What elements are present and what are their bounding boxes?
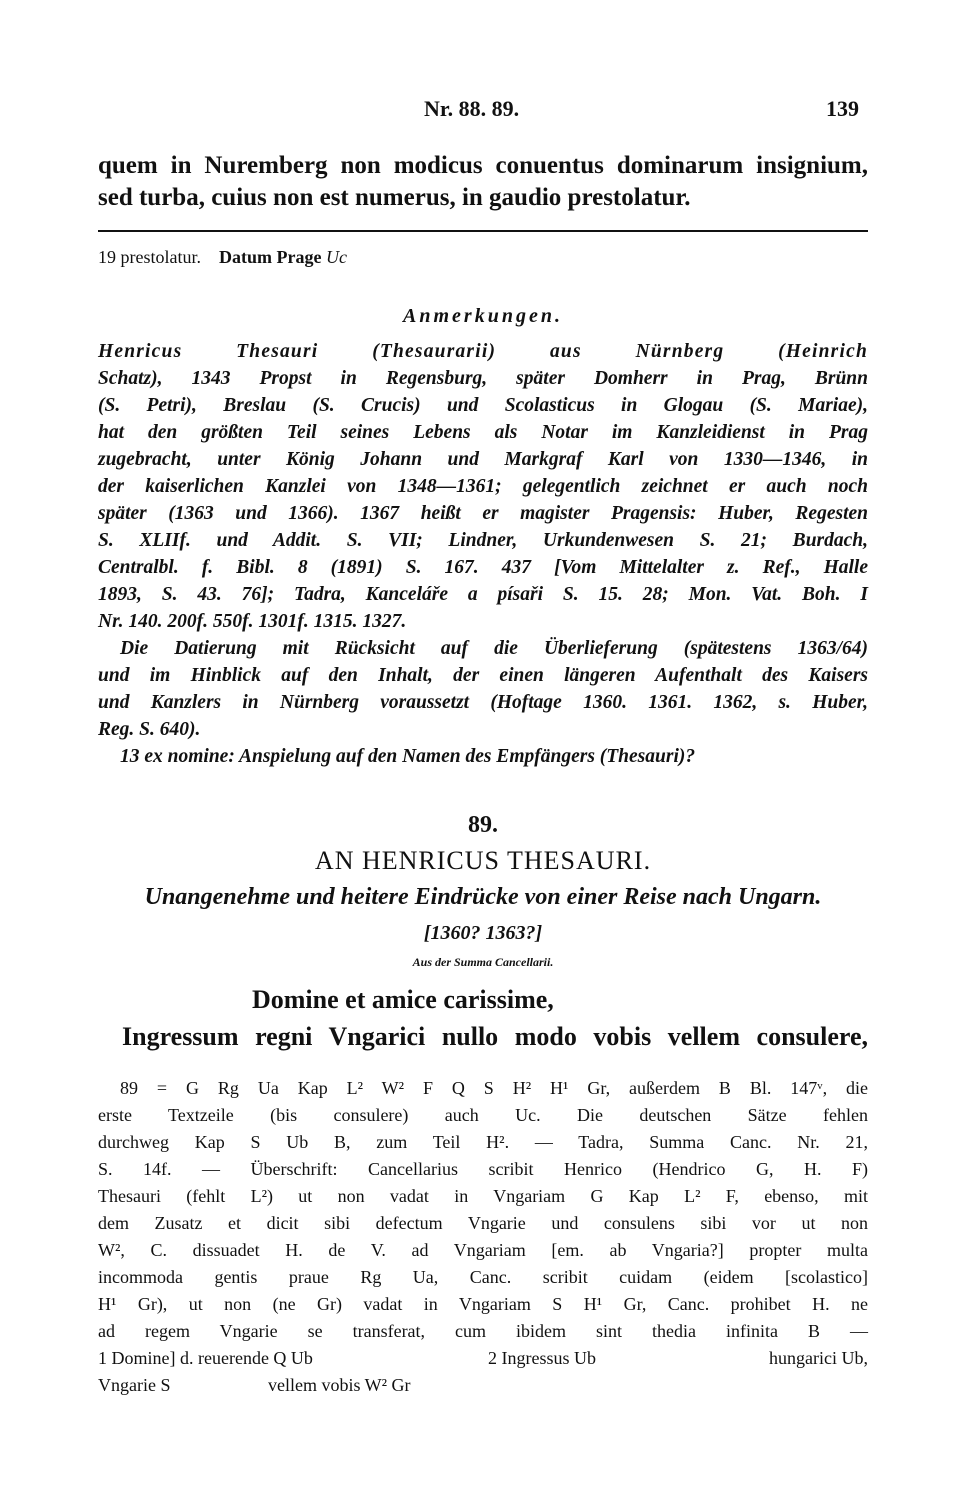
text-line-2: sed turba, cuius non est numerus, in gaudio prestolatur.	[98, 184, 691, 211]
apparatus-line: durchweg Kap S Ub B, zum Teil H². — Tadra, Summa Canc. Nr. 21,	[98, 1132, 868, 1152]
apparatus-line: 89 = G Rg Ua Kap L² W² F Q S H² H¹ Gr, außerdem B Bl. 147ᵛ, die	[120, 1078, 868, 1098]
notes-heading: Anmerkungen.	[403, 305, 563, 327]
page-header-numbers: Nr. 88. 89.	[424, 96, 520, 121]
apparatus-line: ad regem Vngarie se transferat, cum ibidem sint thedia infinita B —	[98, 1321, 868, 1341]
note-line: später (1363 und 1366). 1367 heißt er magister Pragensis: Huber, Regesten	[98, 503, 868, 524]
note-line: und im Hinblick auf den Inhalt, der einen längeren Aufenthalt des Kaisers	[98, 665, 868, 686]
text-line-1: quem in Nuremberg non modicus conuentus dominarum insignium,	[98, 152, 868, 179]
letter-first-line: Ingressum regni Vngarici nullo modo vobis vellem consulere,	[122, 1022, 868, 1051]
apparatus-line: erste Textzeile (bis consulere) auch Uc. Die deutschen Sätze fehlen	[98, 1105, 868, 1125]
note-line: S. XLIIf. und Addit. S. VII; Lindner, Urkundenwesen S. 21; Burdach,	[98, 530, 868, 551]
variant-entry: hungarici Ub,	[769, 1348, 868, 1368]
letter-salutation: Domine et amice carissime,	[252, 985, 554, 1014]
variant-entry: vellem vobis W² Gr	[268, 1375, 411, 1395]
apparatus-line: incommoda gentis praue Rg Ua, Canc. scribit cuidam (eidem [scolastico]	[98, 1267, 868, 1287]
variant-line-number: 19	[98, 247, 116, 267]
note-line: Henricus Thesauri (Thesaurarii) aus Nürnberg (Heinrich	[98, 341, 868, 362]
note-line: 1893, S. 43. 76]; Tadra, Kanceláře a písaři S. 15. 28; Mon. Vat. Boh. I	[98, 584, 868, 605]
letter-title: AN HENRICUS THESAURI.	[314, 846, 652, 875]
apparatus-line: W², C. dissuadet H. de V. ad Vngariam [em. ab Vngaria?] propter multa	[98, 1240, 868, 1260]
apparatus-line: dem Zusatz et dicit sibi defectum Vngarie und consulens sibi vor ut non	[98, 1213, 868, 1233]
note-line: (S. Petri), Breslau (S. Crucis) und Scolasticus in Glogau (S. Mariae),	[98, 395, 868, 416]
note-line: Schatz), 1343 Propst in Regensburg, später Domherr in Prag, Brünn	[98, 368, 868, 389]
apparatus-line: S. 14f. — Überschrift: Cancellarius scribit Henrico (Hendrico G, H. F)	[98, 1159, 868, 1179]
note-line: 13 ex nomine: Anspielung auf den Namen des Empfängers (Thesauri)?	[120, 746, 696, 767]
note-line: Nr. 140. 200f. 550f. 1301f. 1315. 1327.	[98, 611, 407, 632]
letter-source: Aus der Summa Cancellarii.	[412, 955, 554, 969]
variant-text: Datum Prage	[218, 247, 322, 267]
note-line: Centralbl. f. Bibl. 8 (1891) S. 167. 437 [Vom Mittelalter z. Ref., Halle	[98, 557, 868, 578]
apparatus-line: Thesauri (fehlt L²) ut non vadat in Vngariam G Kap L² F, ebenso, mit	[98, 1186, 868, 1206]
variant-entry: 2 Ingressus Ub	[488, 1348, 596, 1368]
page-number: 139	[826, 96, 859, 121]
letter-number: 89.	[468, 812, 498, 838]
letter-date: [1360? 1363?]	[423, 922, 543, 944]
note-line: Die Datierung mit Rücksicht auf die Überlieferung (spätestens 1363/64)	[120, 638, 868, 659]
note-line: Reg. S. 640).	[98, 719, 201, 740]
note-line: hat den größten Teil seines Lebens als Notar im Kanzleidienst in Prag	[98, 422, 868, 443]
note-line: zugebracht, unter König Johann und Markgraf Karl von 1330—1346, in	[98, 449, 868, 470]
letter-subtitle: Unangenehme und heitere Eindrücke von einer Reise nach Ungarn.	[144, 884, 822, 910]
separator-rule	[98, 230, 868, 232]
note-line: der kaiserlichen Kanzlei von 1348—1361; gelegentlich zeichnet er auch noch	[98, 476, 868, 497]
variant-entry: Vngarie S	[98, 1375, 171, 1395]
note-line: und Kanzlers in Nürnberg voraussetzt (Hoftage 1360. 1361. 1362, s. Huber,	[98, 692, 868, 713]
variant-lemma: prestolatur.	[120, 247, 201, 267]
variant-entry: 1 Domine] d. reuerende Q Ub	[98, 1348, 313, 1368]
variant-line	[98, 247, 868, 268]
variant-siglum: Uc	[325, 247, 347, 267]
apparatus-line: H¹ Gr), ut non (ne Gr) vadat in Vngariam S H¹ Gr, Canc. prohibet H. ne	[98, 1294, 868, 1314]
